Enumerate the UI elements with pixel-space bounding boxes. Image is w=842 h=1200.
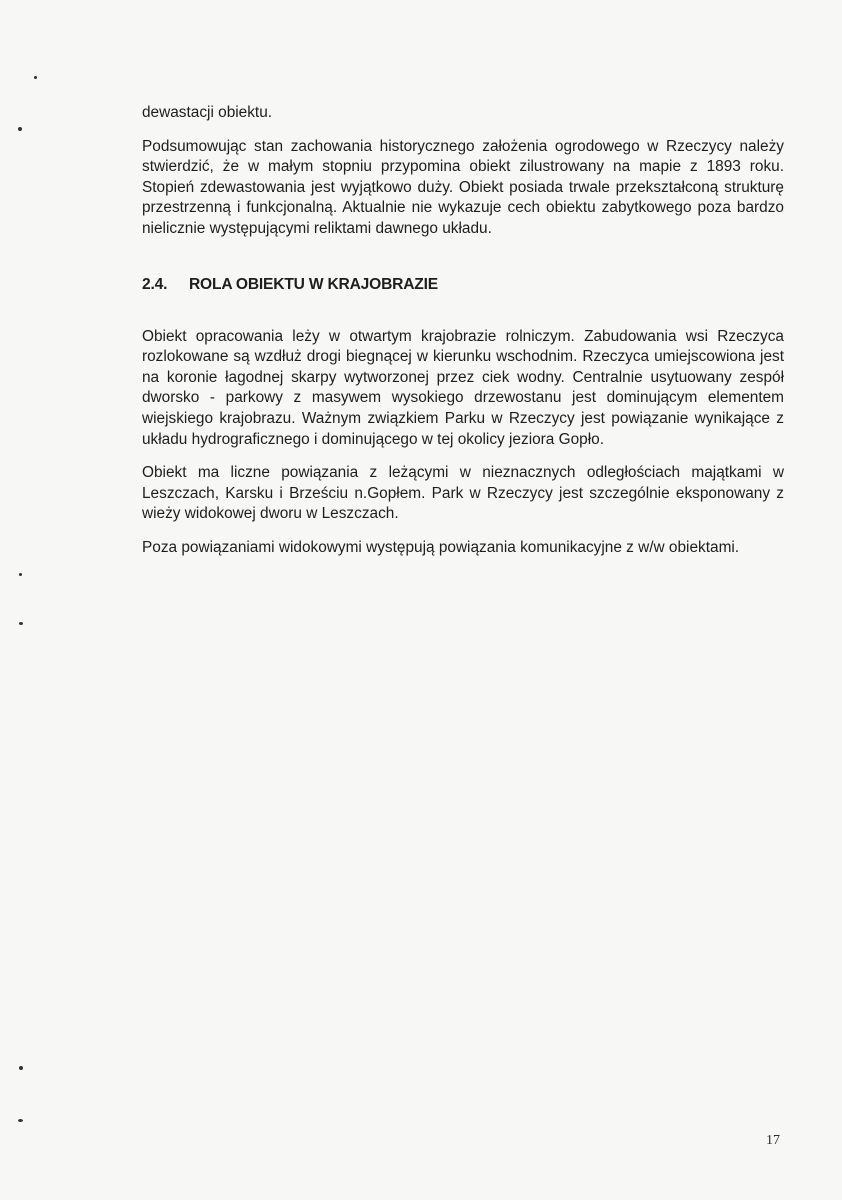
scan-speck <box>19 573 22 576</box>
paragraph-continuation: dewastacji obiektu. <box>142 104 273 121</box>
section-title: ROLA OBIEKTU W KRAJOBRAZIE <box>189 275 438 293</box>
scan-speck <box>34 76 37 79</box>
scan-speck <box>18 127 22 131</box>
scan-speck <box>18 1119 23 1122</box>
paragraph-summary: Podsumowując stan zachowania historycznego założenia ogrodowego w Rzeczycy należy stwierdzić, że w małym stopniu przypomina obiekt zilustrowany na mapie z 1893 roku. Stopień zdewastowania jest wyjątkowo duży. Obiekt posiada trwale przekształconą strukturę przestrzenną i funkcjonalną. Aktualnie nie wykazuje cech obiektu zabytkowego poza bardzo nielicznie występującymi reliktami dawnego układu. <box>142 137 784 237</box>
section-number: 2.4. <box>142 275 168 293</box>
document-body <box>142 103 784 559</box>
scan-speck <box>19 1066 23 1070</box>
paragraph-connections: Obiekt ma liczne powiązania z leżącymi w nieznacznych odległościach majątkami w Leszczach, Karsku i Brześciu n.Gopłem. Park w Rzeczycy jest szczególnie eksponowany z wieży widokowej dworu w Leszczach. <box>142 464 784 523</box>
paragraph-communication: Poza powiązaniami widokowymi występują powiązania komunikacyjne z w/w obiektami. <box>142 538 740 556</box>
page-number: 17 <box>766 1133 780 1148</box>
section-heading <box>142 275 784 295</box>
scan-speck <box>19 622 23 625</box>
paragraph-landscape: Obiekt opracowania leży w otwartym krajobrazie rolniczym. Zabudowania wsi Rzeczyca rozlokowane są wzdłuż drogi biegnącej w kierunku wschodnim. Rzeczyca umiejscowiona jest na koronie łagodnej skarpy wytworzonej przez ciek wodny. Centralnie usytuowany zespół dworsko - parkowy z masywem wysokiego drzewostanu jest dominującym elementem wiejskiego krajobrazu. Ważnym związkiem Parku w Rzeczycy jest powiązanie wynikające z układu hydrograficznego i dominującego w tej okolicy jeziora Gopło. <box>142 327 784 448</box>
